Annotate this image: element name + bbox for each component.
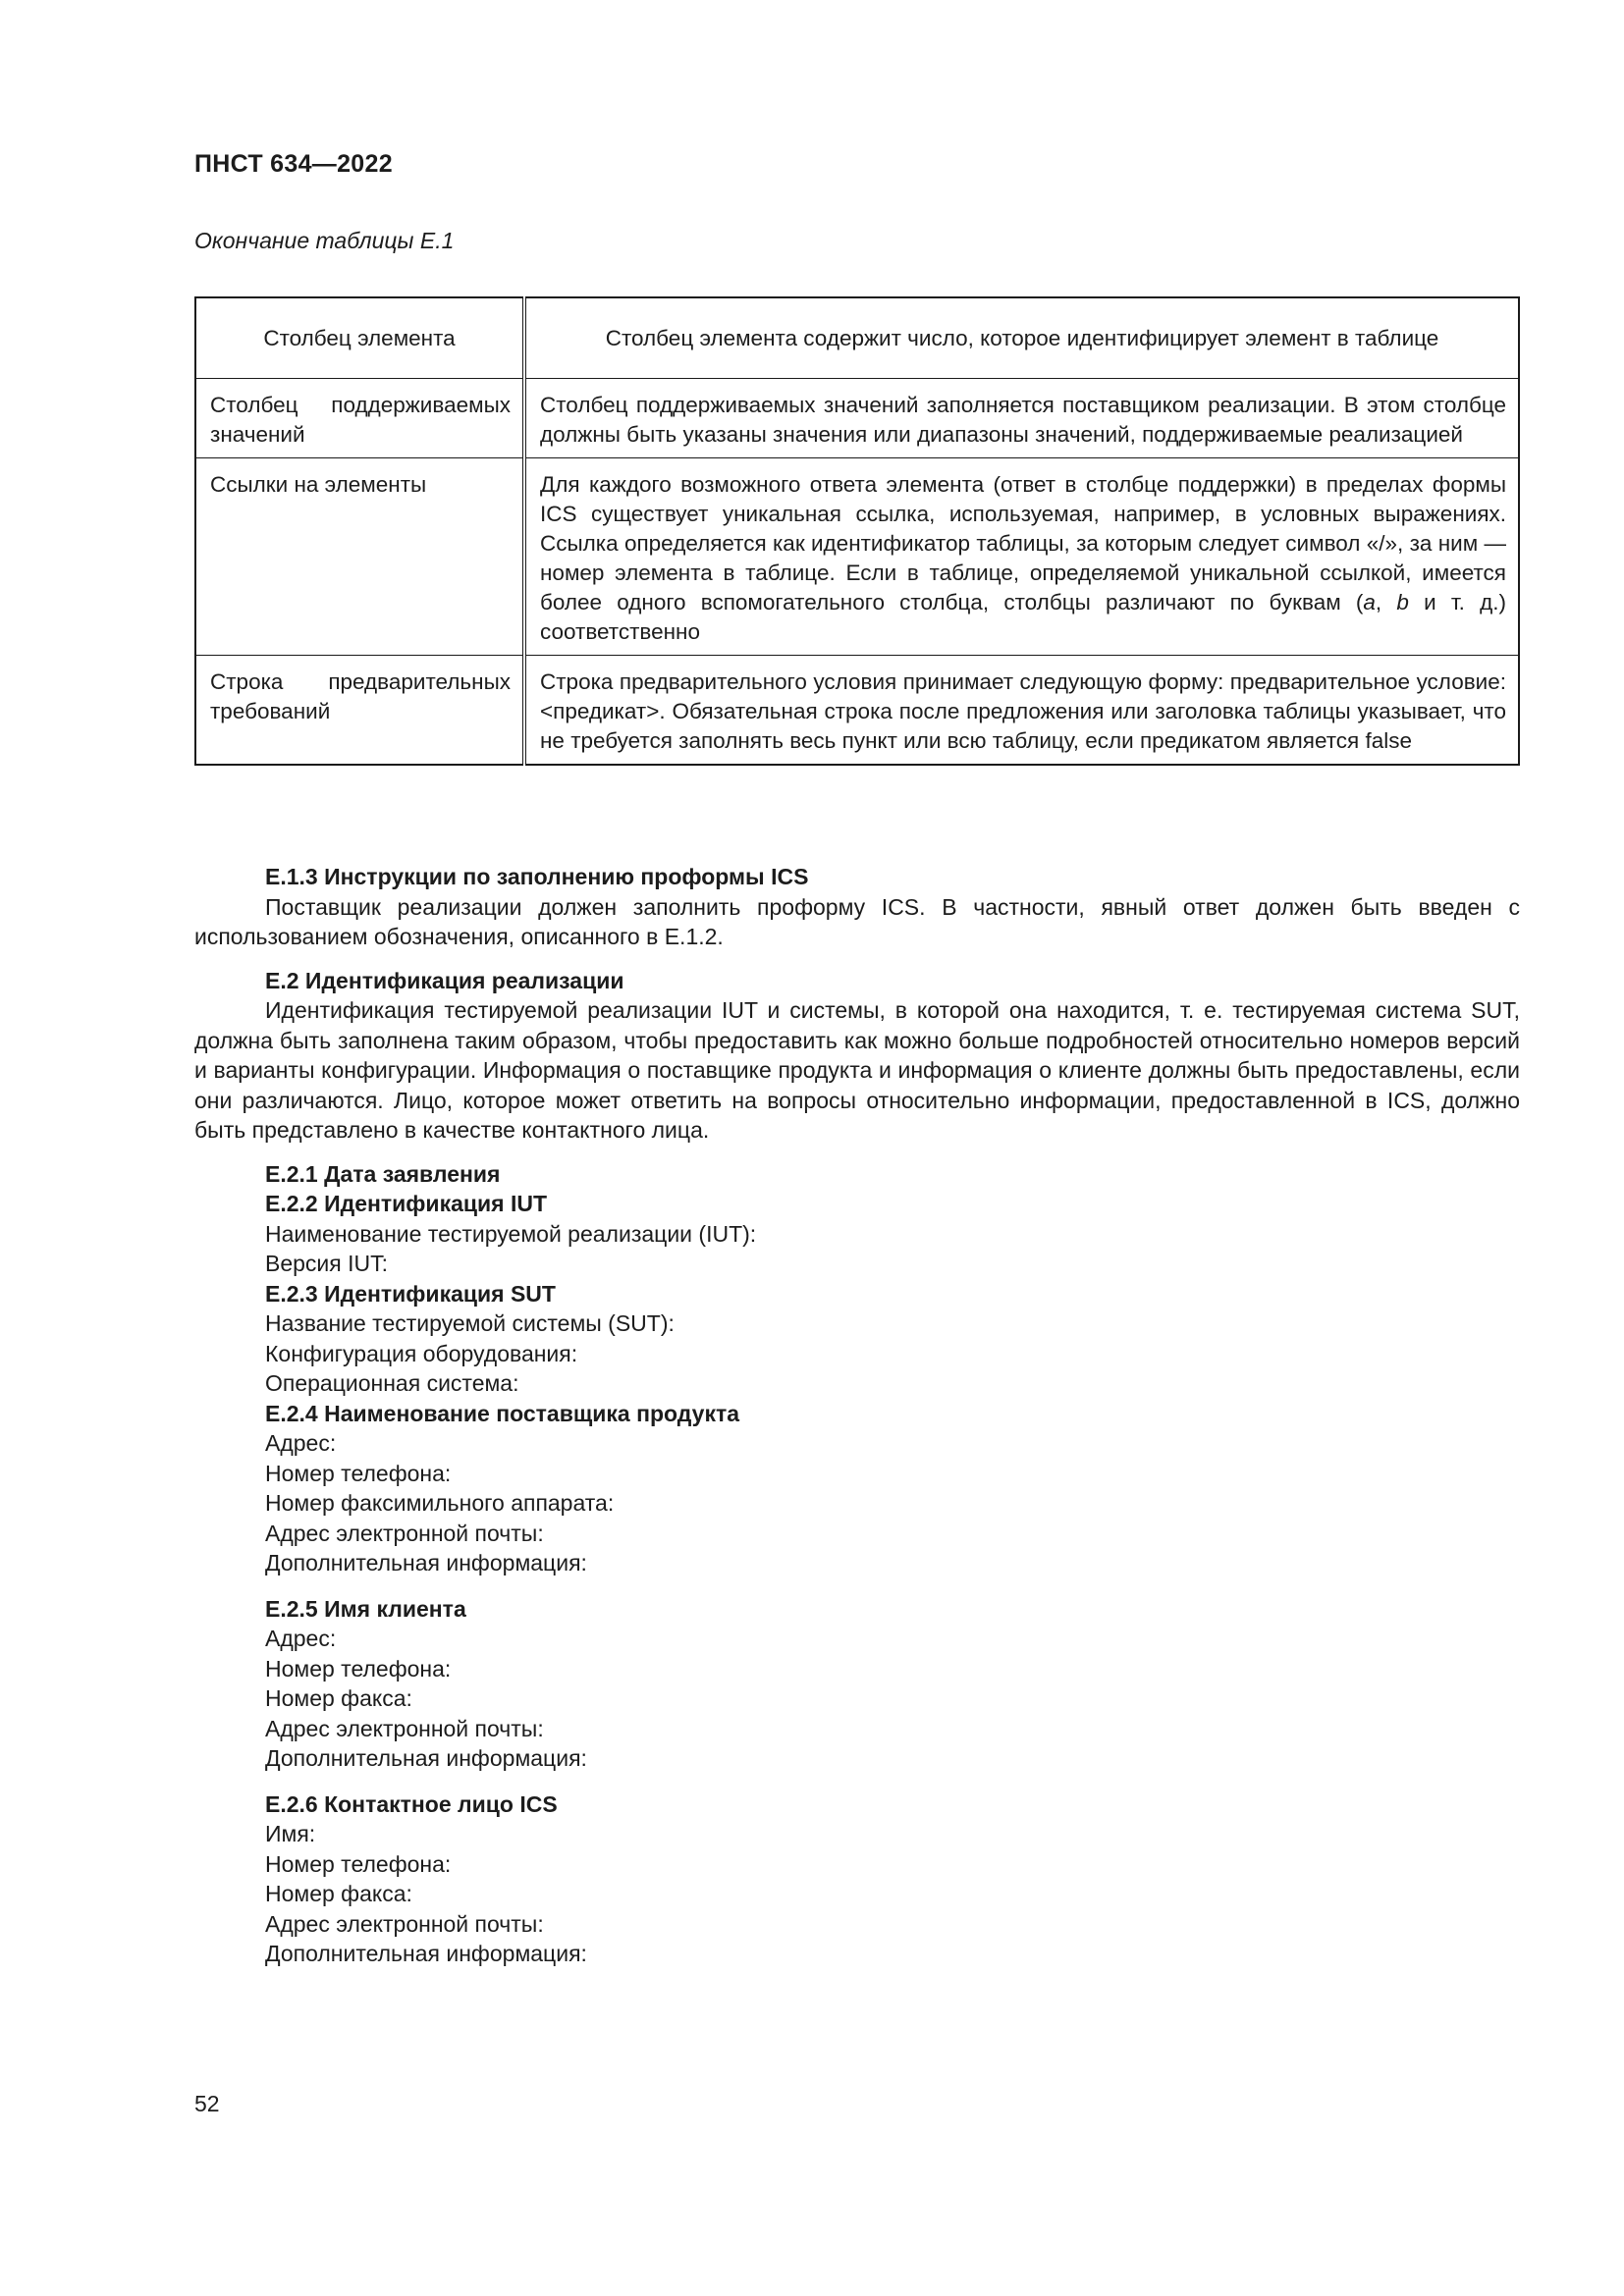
desc-letter-b: b xyxy=(1396,590,1409,614)
form-field-label: Дополнительная информация: xyxy=(265,1745,587,1771)
section-text-e13: Поставщик реализации должен заполнить проформу ICS. В частности, явный ответ должен быть введен с использованием обозначения, описанного в Е.1.2. xyxy=(194,893,1520,949)
document-body xyxy=(194,862,1520,1969)
form-field-label: Версия IUT: xyxy=(265,1251,389,1276)
form-field-label: Операционная система: xyxy=(265,1370,519,1396)
section-heading-e13: Е.1.3 Инструкции по заполнению проформы ICS xyxy=(265,864,809,889)
form-field-label: Адрес электронной почты: xyxy=(265,1910,544,1937)
table-cell-term: Строка предварительных требований xyxy=(195,656,524,766)
table-cell-desc: Строка предварительного условия принимает следующую форму: предварительное условие: <предикат>. Обязательная строка после предложения или заголовка таблицы указывает, что не требуется заполнять весь пункт или всю таблицу, если предикатом является false xyxy=(524,656,1519,766)
section-heading-e21: Е.2.1 Дата заявления xyxy=(265,1160,501,1187)
section-heading-e25: Е.2.5 Имя клиента xyxy=(265,1595,466,1622)
ics-table xyxy=(194,296,1520,766)
table-row xyxy=(195,379,1519,458)
form-field-label: Адрес электронной почты: xyxy=(265,1715,544,1741)
table-row xyxy=(195,297,1519,379)
section-heading-e24: Е.2.4 Наименование поставщика продукта xyxy=(265,1400,740,1426)
table-row xyxy=(195,458,1519,656)
form-field-label: Номер телефона: xyxy=(265,1460,452,1486)
table-cell-term: Столбец поддерживаемых значений xyxy=(195,379,524,458)
form-field-label: Имя: xyxy=(265,1821,316,1846)
form-field-label: Номер факсимильного аппарата: xyxy=(265,1490,615,1516)
form-field-label: Номер факса: xyxy=(265,1685,412,1711)
desc-text: Для каждого возможного ответа элемента (ответ в столбце поддержки) в пределах формы ICS существует уникальная ссылка, используемая, например, в условных выражениях. Ссылка определяется как идентификатор таблицы, за которым следует символ «/», за ним — номер элемента в таблице. Если в таблице, определяемой уникальной ссылкой, имеется более одного вспомогательного столбца, столбцы различают по буквам ( xyxy=(540,472,1506,614)
table-cell-desc xyxy=(524,458,1519,656)
form-field-label: Адрес: xyxy=(265,1626,337,1651)
form-field-label: Номер телефона: xyxy=(265,1655,452,1682)
table-cell-desc: Столбец элемента содержит число, которое идентифицирует элемент в таблице xyxy=(524,297,1519,379)
form-field-label: Название тестируемой системы (SUT): xyxy=(265,1310,675,1336)
section-heading-e22: Е.2.2 Идентификация IUT xyxy=(265,1191,548,1216)
table-row xyxy=(195,656,1519,766)
section-heading-e2: Е.2 Идентификация реализации xyxy=(265,967,624,993)
desc-text: и т. д.) соответственно xyxy=(540,590,1506,644)
form-field-label: Дополнительная информация: xyxy=(265,1550,587,1575)
form-field-label: Адрес электронной почты: xyxy=(265,1520,544,1546)
desc-text: , xyxy=(1375,590,1397,614)
form-field-label: Номер факса: xyxy=(265,1881,412,1906)
table-cell-term: Столбец элемента xyxy=(195,297,524,379)
desc-letter-a: a xyxy=(1363,590,1376,614)
form-field-label: Дополнительная информация: xyxy=(265,1941,587,1966)
form-field-label: Конфигурация оборудования: xyxy=(265,1340,578,1366)
table-continuation-caption: Окончание таблицы Е.1 xyxy=(194,228,455,253)
table-cell-desc: Столбец поддерживаемых значений заполняется поставщиком реализации. В этом столбце должны быть указаны значения или диапазоны значений, поддерживаемые реализацией xyxy=(524,379,1519,458)
document-code: ПНСТ 634—2022 xyxy=(194,150,393,178)
section-heading-e23: Е.2.3 Идентификация SUT xyxy=(265,1280,556,1307)
form-field-label: Номер телефона: xyxy=(265,1850,452,1877)
section-text-e2: Идентификация тестируемой реализации IUT и системы, в которой она находится, т. е. тестируемая система SUT, должна быть заполнена таким образом, чтобы предоставить как можно больше подробностей относительно номеров версий и варианты конфигурации. Информация о поставщике продукта и информация о клиенте должны быть предоставлены, если они различаются. Лицо, которое может ответить на вопросы относительно информации, предоставленной в ICS, должно быть представлено в качестве контактного лица. xyxy=(194,997,1520,1143)
section-heading-e26: Е.2.6 Контактное лицо ICS xyxy=(265,1790,558,1817)
table-cell-term: Ссылки на элементы xyxy=(195,458,524,656)
page-number: 52 xyxy=(194,2091,220,2116)
form-field-label: Наименование тестируемой реализации (IUT): xyxy=(265,1220,757,1247)
form-field-label: Адрес: xyxy=(265,1430,337,1456)
